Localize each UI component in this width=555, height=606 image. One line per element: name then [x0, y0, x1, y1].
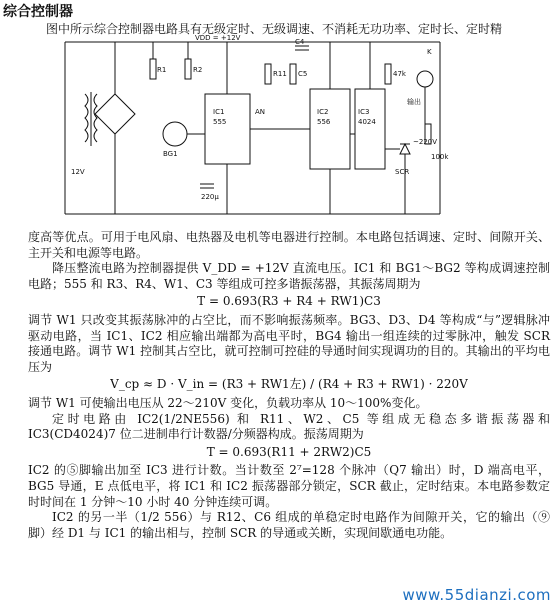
paragraph: 调节 W1 只改变其振荡脉冲的占空比，而不影响振荡频率。BG3、D3、D4 等构成“与”逻辑脉冲驱动电路，当 IC1、IC2 相应输出端都为高电平时，BG4 输出一组连续的过零脉冲，触发 SCR 接通电路。调节 W1 控制其占空比，就可控制可控硅的导通时间实现调功的目的。其输出的平均电压为 [28, 312, 550, 374]
formula-period-1: T = 0.693(R3 + R4 + RW1)C3 [197, 294, 381, 309]
label-r47k: 47k [393, 70, 406, 78]
page-title: 综合控制器 [3, 4, 73, 20]
label-k: K [427, 48, 432, 56]
formula-average-voltage: V_cp ≈ D · V_in = (R3 + RW1左) / (R4 + R3 + RW1) · 220V [110, 377, 468, 392]
label-r2: R2 [193, 66, 203, 74]
label-c5: C5 [298, 70, 308, 78]
formula-period-2: T = 0.693(R11 + 2RW2)C5 [206, 444, 372, 459]
label-c1: 220μ [201, 193, 219, 201]
label-r100k: 100k [431, 153, 449, 161]
label-v12: 12V [71, 168, 85, 176]
body-text [28, 230, 550, 541]
paragraph: IC2 的⑤脚输出加至 IC3 进行计数。当计数至 2⁷=128 个脉冲（Q7 输出）时，D 端高电平，BG5 导通，E 点低电平，将 IC1 和 IC2 振荡器部分锁定，SCR 截止，定时结束。本电路参数定时时间在 1 分钟～10 小时 40 分钟连续可调。 [28, 463, 550, 509]
circuit-diagram [55, 34, 450, 222]
intro-line: 图中所示综合控制器电路具有无级定时、无级调速、不消耗无功功率、定时长、定时精 [46, 22, 503, 36]
label-ic2: IC2 [317, 108, 329, 116]
paragraph: IC2 的另一半（1/2 556）与 R12、C6 组成的单稳定时电路作为间隙开关，它的输出（⑨脚）经 D1 与 IC1 的输出相与，控制 SCR 的导通或关断，实现间歇通电功能。 [28, 510, 550, 540]
label-ic3-part: 4024 [358, 118, 376, 126]
label-ic2-part: 556 [317, 118, 331, 126]
label-vdd: VDD = +12V [195, 34, 241, 42]
label-ic1: IC1 [213, 108, 225, 116]
label-an: AN [255, 108, 266, 116]
label-ic3: IC3 [358, 108, 370, 116]
label-ac: ~220V [413, 138, 438, 146]
label-c4: C4 [295, 38, 305, 46]
watermark: www.55dianzi.com [402, 586, 551, 604]
label-out: 输出 [407, 98, 421, 106]
label-r1: R1 [157, 66, 167, 74]
label-r11: R11 [273, 70, 287, 78]
label-scr: SCR [395, 168, 410, 176]
label-bg1: BG1 [163, 150, 178, 158]
paragraph: 定时电路由 IC2(1/2NE556) 和 R11、W2、C5 等组成无稳态多谐振荡器和 IC3(CD4024)7 位二进制串行计数器/分频器构成。振荡周期为 [28, 411, 550, 442]
paragraph: 度高等优点。可用于电风扇、电热器及电机等电器进行控制。本电路包括调速、定时、间隙开关、主开关和电源等电路。 [28, 230, 550, 260]
paragraph: 降压整流电路为控制器提供 V_DD = +12V 直流电压。IC1 和 BG1～BG2 等构成调速控制电路；555 和 R3、R4、W1、C3 等组成可控多谐振荡器，其振荡周期为 [28, 261, 550, 291]
label-ic1-part: 555 [213, 118, 227, 126]
paragraph: 调节 W1 可使输出电压从 22～210V 变化，负载功率从 10～100%变化。 [28, 395, 428, 410]
